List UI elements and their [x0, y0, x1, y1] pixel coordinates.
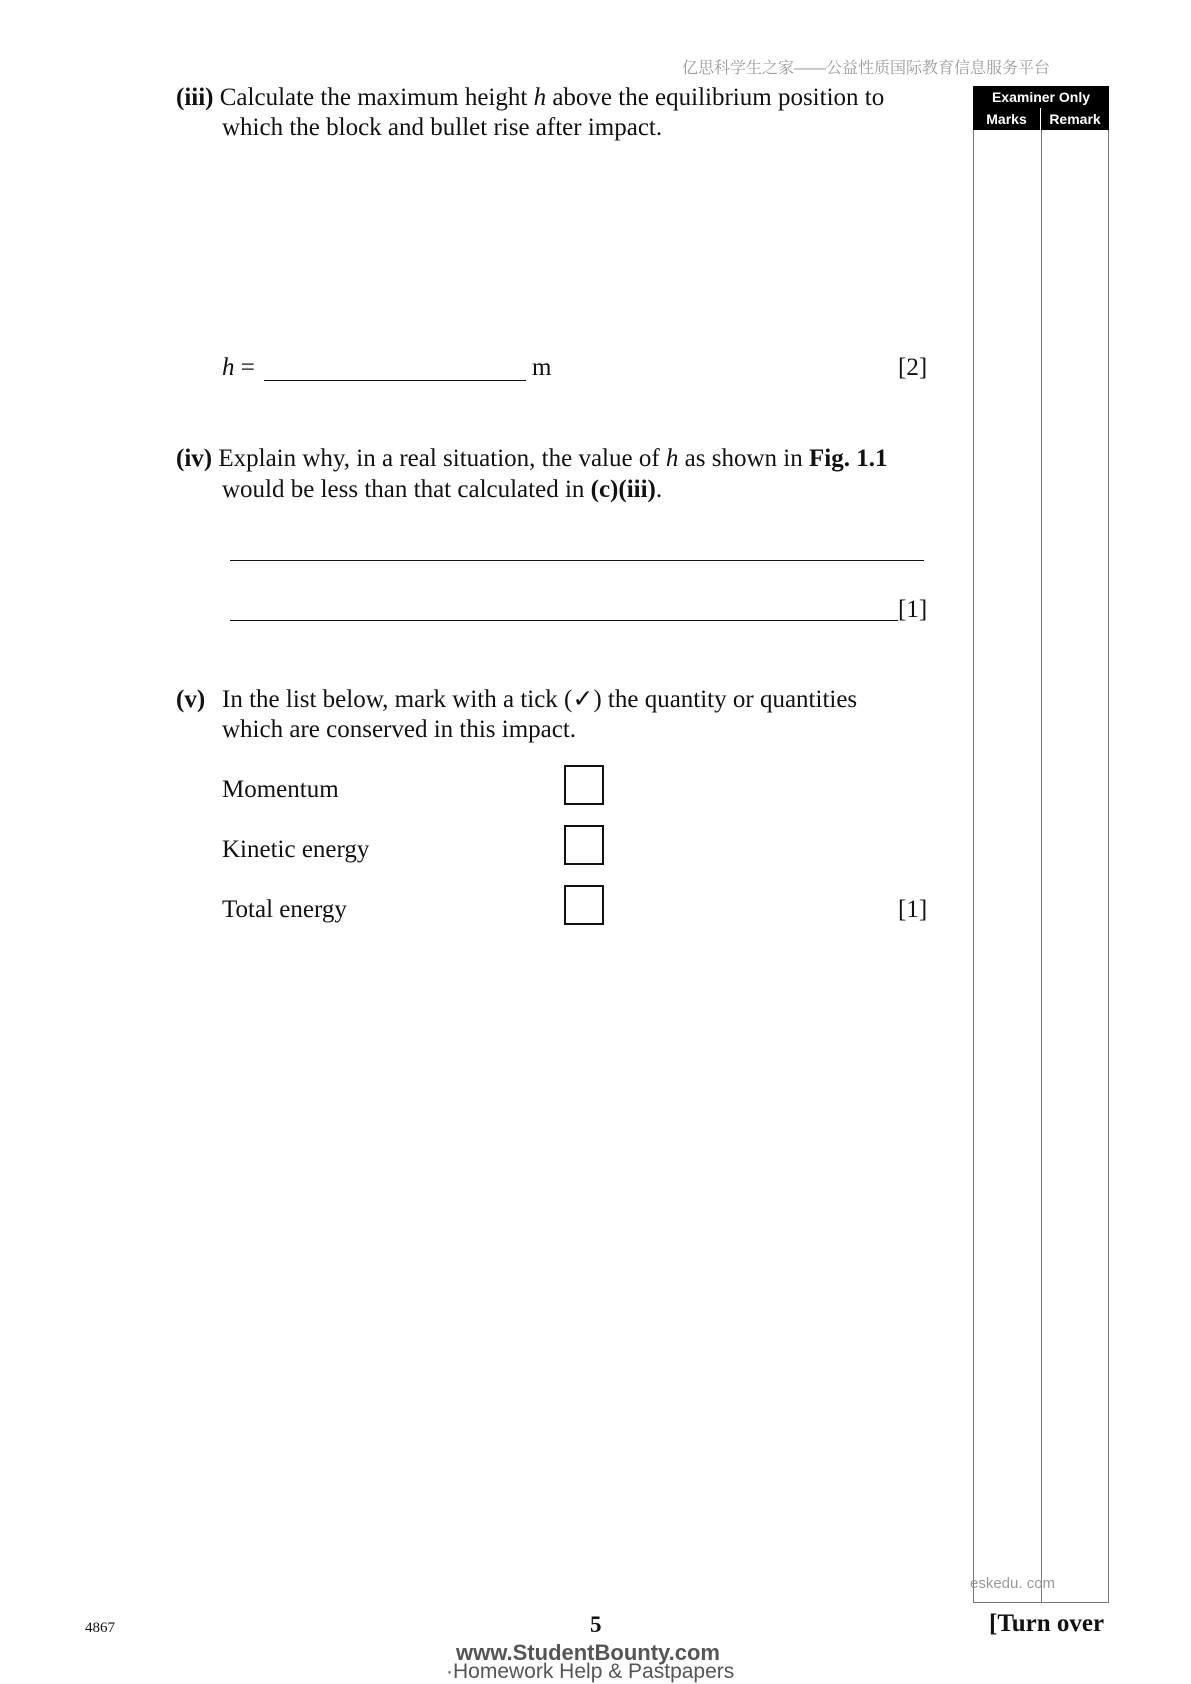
- question-iii-line2: which the block and bullet rise after impact.: [222, 114, 663, 141]
- question-iii: [176, 82, 936, 113]
- option-label: Total energy: [222, 896, 347, 923]
- question-number: (v): [176, 686, 206, 713]
- figure-ref: Fig. 1.1: [808, 445, 888, 472]
- part-ref: (c): [590, 476, 619, 503]
- variable-h: h: [222, 354, 235, 381]
- paper-code: 4867: [85, 1620, 115, 1636]
- question-text: Calculate the maximum height: [219, 84, 534, 111]
- answer-label: [222, 352, 255, 383]
- answer-line[interactable]: [230, 560, 924, 561]
- site-watermark[interactable]: www.StudentBounty.com: [456, 1640, 720, 1665]
- question-text: Explain why, in a real situation, the value of: [218, 445, 666, 472]
- examiner-only-header: Examiner Only: [973, 86, 1109, 108]
- mark-allocation: [2]: [898, 354, 928, 381]
- answer-line[interactable]: [264, 380, 526, 381]
- marks-header: Marks: [973, 108, 1041, 130]
- option-label: Kinetic energy: [222, 836, 370, 863]
- question-v: [176, 684, 956, 715]
- question-text: would be less than that calculated in: [222, 476, 591, 503]
- page-number: 5: [590, 1612, 602, 1637]
- question-iv: [176, 443, 956, 474]
- question-text: above the equilibrium position to: [546, 84, 885, 111]
- question-text: as shown in: [678, 445, 809, 472]
- question-text: In the list below, mark with a tick (✓) the quantity or quantities: [222, 686, 858, 713]
- question-number: (iv): [176, 445, 213, 472]
- option-label: Momentum: [222, 776, 339, 803]
- tick-box-total-energy[interactable]: [564, 885, 604, 925]
- question-number: (iii): [176, 84, 214, 111]
- tick-box-kinetic-energy[interactable]: [564, 825, 604, 865]
- question-iv-line2: [222, 474, 662, 505]
- header-watermark: 亿思科学生之家——公益性质国际教育信息服务平台: [682, 60, 1051, 77]
- eskedu-watermark: eskedu. com: [970, 1575, 1056, 1592]
- mark-allocation: [1]: [898, 596, 928, 623]
- answer-line[interactable]: [230, 620, 898, 621]
- question-v-line2: which are conserved in this impact.: [222, 716, 577, 743]
- variable-h: h: [533, 84, 547, 111]
- equals-sign: =: [234, 354, 255, 381]
- turn-over: [Turn over: [989, 1610, 1105, 1637]
- remark-header: Remark: [1041, 108, 1109, 130]
- remark-column: [1041, 130, 1109, 1603]
- part-ref: (iii): [618, 476, 656, 503]
- tick-box-momentum[interactable]: [564, 765, 604, 805]
- answer-unit: m: [532, 354, 552, 381]
- variable-h: h: [665, 445, 679, 472]
- mark-allocation: [1]: [898, 896, 928, 923]
- site-tagline: ·Homework Help & Pastpapers: [446, 1660, 735, 1683]
- period: .: [655, 476, 663, 503]
- marks-column: [973, 130, 1042, 1603]
